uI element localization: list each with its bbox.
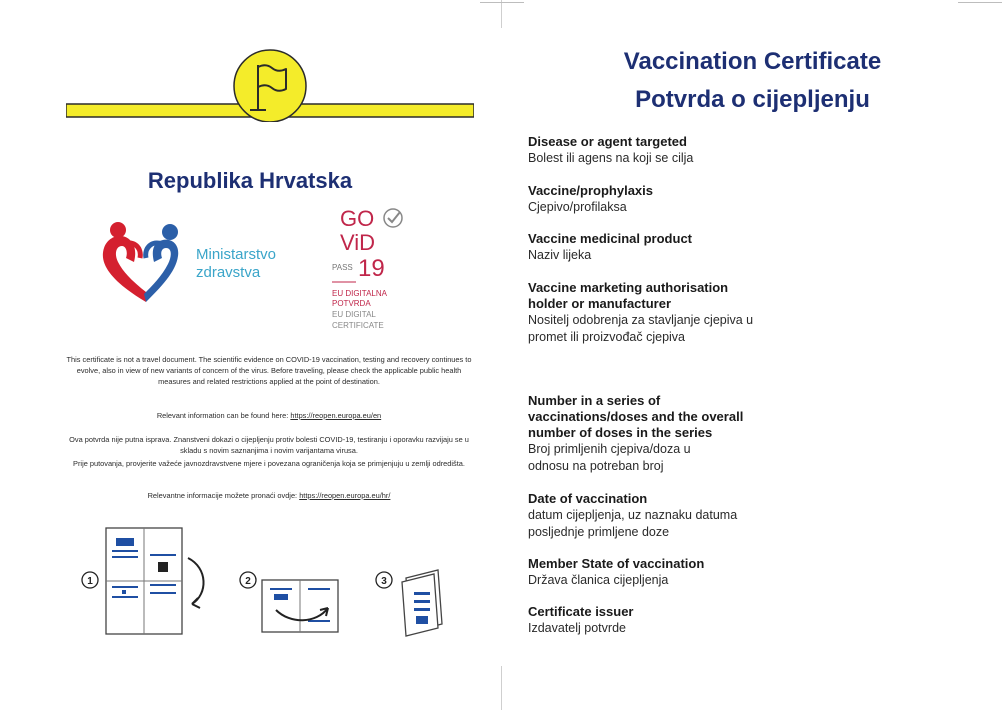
notice-croatian-2: Prije putovanja, provjerite važeće javnozdravstvene mjere i povezana ograničenja koja se primjenjuju u zemlji odredišta. bbox=[73, 459, 465, 468]
field-value: Bolest ili agens na koji se cilja bbox=[528, 151, 694, 165]
notice-english: This certificate is not a travel document. The scientific evidence on COVID-19 vaccination, testing and recovery continues to evolve, also in view of new variants of concern of the virus. Before traveling, please check the applicable public health measures and related restrictions applied at the point of destination. bbox=[66, 355, 472, 386]
field-certificate-issuer bbox=[528, 604, 828, 637]
covid-logo-pass: PASS bbox=[332, 263, 353, 272]
reopen-link-hr[interactable]: https://reopen.europa.eu/hr/ bbox=[299, 491, 391, 500]
step-2-number: 2 bbox=[245, 576, 251, 587]
step-1-number: 1 bbox=[87, 576, 93, 587]
covid-logo-19: 19 bbox=[358, 255, 385, 282]
covid-logo-eu-line1: EU DIGITALNA bbox=[332, 289, 387, 298]
relevant-info-english bbox=[64, 410, 474, 421]
field-marketing-holder bbox=[528, 280, 758, 346]
fold-arrow-1-icon bbox=[188, 558, 204, 604]
notice-croatian-1: Ova potvrda nije putna isprava. Znanstveni dokazi o cijepljenju protiv bolesti COVID-19, testiranju i oporavku razvijaju se u skladu s novim saznanjima i novim varijantama virusa. bbox=[69, 435, 469, 455]
field-label: Vaccine medicinal product bbox=[528, 231, 692, 246]
field-vaccine-prophylaxis bbox=[528, 183, 828, 216]
center-fold-line-top bbox=[501, 0, 502, 28]
field-label: Member State of vaccination bbox=[528, 556, 705, 571]
step-1-document-icon bbox=[106, 528, 182, 634]
step-3-number: 3 bbox=[381, 576, 387, 587]
field-medicinal-product bbox=[528, 231, 828, 264]
center-fold-line-bottom bbox=[501, 666, 502, 710]
field-value: Država članica cijepljenja bbox=[528, 573, 669, 587]
field-label: Certificate issuer bbox=[528, 604, 634, 619]
ministry-name-line1: Ministarstvo bbox=[196, 246, 277, 263]
covid-logo-eu-line3: EU DIGITAL bbox=[332, 310, 376, 319]
check-mark-icon bbox=[388, 212, 400, 222]
step-2-document-icon bbox=[262, 580, 338, 632]
field-value: datum cijepljenja, uz naznaku datuma posljednje primljene doze bbox=[528, 508, 738, 539]
field-member-state bbox=[528, 556, 828, 589]
field-label: Disease or agent targeted bbox=[528, 134, 687, 149]
field-label: Vaccine/prophylaxis bbox=[528, 183, 654, 198]
reopen-link-en[interactable]: https://reopen.europa.eu/en bbox=[290, 411, 382, 420]
certificate-title-en: Vaccination Certificate bbox=[623, 48, 882, 75]
covid-logo-go: GO bbox=[340, 206, 375, 231]
country-name: Republika Hrvatska bbox=[147, 168, 353, 193]
field-value: Naziv lijeka bbox=[528, 248, 592, 262]
field-value: Nositelj odobrenja za stavljanje cjepiva u promet ili proizvođač cjepiva bbox=[528, 313, 754, 344]
figure-blue-head bbox=[162, 224, 178, 240]
field-label: Date of vaccination bbox=[528, 491, 648, 506]
certificate-title-hr: Potvrda o cijepljenju bbox=[635, 86, 870, 113]
left-panel bbox=[0, 0, 500, 710]
field-value: Cjepivo/profilaksa bbox=[528, 200, 627, 214]
covid-logo-vid: ViD bbox=[340, 230, 376, 255]
field-vaccination-date bbox=[528, 491, 758, 541]
figure-red-head bbox=[110, 222, 126, 238]
step-3-booklet-icon bbox=[402, 570, 442, 636]
field-dose-number bbox=[528, 393, 768, 475]
folding-instructions bbox=[80, 520, 460, 640]
ministry-heart-logo-icon bbox=[96, 218, 188, 306]
field-value: Broj primljenih cjepiva/doza u odnosu na potreban broj bbox=[528, 442, 691, 473]
covid-logo-eu-line2: POTVRDA bbox=[332, 299, 371, 308]
ministry-name bbox=[196, 246, 276, 282]
relevant-info-croatian bbox=[64, 490, 474, 501]
state-flag-emblem bbox=[66, 48, 474, 122]
crop-mark-top-right bbox=[958, 2, 1002, 3]
field-disease-targeted bbox=[528, 134, 828, 167]
relevant-info-english-text: Relevant information can be found here: bbox=[156, 411, 289, 420]
field-value: Izdavatelj potvrde bbox=[528, 621, 626, 635]
covid-pass-logo bbox=[330, 204, 412, 334]
field-label: Vaccine marketing authorisation holder or manufacturer bbox=[528, 280, 729, 311]
relevant-info-croatian-text: Relevantne informacije možete pronaći ovdje: bbox=[147, 491, 298, 500]
ministry-name-line2: zdravstva bbox=[196, 264, 261, 281]
covid-logo-eu-line4: CERTIFICATE bbox=[332, 321, 384, 330]
field-label: Number in a series of vaccinations/doses and the overall number of doses in the series bbox=[528, 393, 744, 440]
